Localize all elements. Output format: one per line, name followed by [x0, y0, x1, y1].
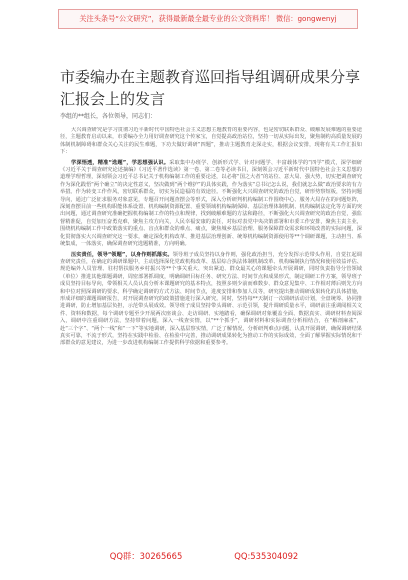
promo-banner-text: 关注头条号“公文研究”，获得最新最全最专业的公文资料库！ 微信：gongwenyj	[79, 14, 337, 23]
salutation: 李组的**组长，各位领导，同志们：	[60, 113, 157, 120]
paragraph-text: 大兴调查研究是学习贯彻习近平新时代中国特色社会主义思想主题教育的重要内容，也是密切联系群众、破解发展难题的重要途径，主题教育启动以来，市委编办全力用好调查研究这个传家宝，自觉提高政治站位，坚持一切从实际出发，聚焦制约高质量发展的体制机制障碍和群众关心关注的民生难题，下功夫做好调研“四题”，推动主题教育走深走实，根据会议安排，现将有关工作汇报如下：	[60, 127, 362, 156]
paragraph-lead: 学深悟透，精准“选题”，学思想强认识。	[71, 159, 170, 166]
qq-number: QQ:535304092	[234, 551, 299, 561]
paragraph-lead: 压实责任，领导“领题”，以身作则抓落实。	[71, 251, 173, 258]
promo-banner	[58, 9, 358, 29]
paragraph-text: 采取集中办班学、创新形式学、针对问题学、丰富载体学的“四学”模式，深学细研《习近平关于调查研究论述摘编》《习近平著作选读》第一卷、第二卷等必读书目，深刻领会习近平新时代中国特色社会主义思想的道理学理哲理，深刻领会习近平总书记关于机构编制工作的重要论述，以必将“国之大者”的站位、意大局、强大势，切实把调查研究作为深化践悟“两个确立”的决定性意义，坚决做到“两个维护”的具体实践，作为落实“总书记怎么说，我们就怎么做”政治要求的有力举措。作为转变工作作风，密切联系群众，切实为民造福的有效途径。不断强化大兴调查研究的政治自觉，研形势察短板，坚持问题导向，通过广泛征求服务对象意见，专题召开问题查摆会等形式，深入分析研判机构编制工作围绕中心、服务大局存在的问题矩阵，深刻查摆目前一些机构职能体系设置、机构编制资源配置、重要领域机构编制保障、基层治理体制机制、机构编制法定化等方面的突出问题，通过调查研究准确把握机构编制工作的特点和规律，找到破解难题的方法和路径，不断强化大兴调查研究的政治自觉，强监督精准促，自觉加压奋勇克难，聚焦主攻方向关，人民幸福安康的责任，对标对表党中央决策部署和市委工作安排，聚焦主责主业，围绕机构编制工作中政策落实的重点、盲点和群众的难点、痛点，聚焦城乡基层治理、服务保障群众需求和环境改善的实际问题，深化贯彻落实大兴调查研究这一要求，确定深化机构改革、推进基层治理创新、统筹机构编制资源使用等**个调研课题，主动担当、系统集成，一体落实，确保调查研究选题精准，方向明确。	[60, 159, 362, 248]
paragraph-text: 领导班子成员坚持以身作则，强化政治担当，充分发挥示范带头作用，自觉扛起调查研究责任，在确定的调研课题中，主动选择深化党政机构改革、基层综合执法体制机制改革、机构编制执行情况和使用效益评估、规范编外人员管理、驻村帮扶服务乡村振兴等**个事关重大、突出紧迫、群众最关心的课题牵头开展调研，同时负责指导分管领域（单位）推进其他课题调研，周密部署抓调度，明确调研目标任务、研究方法、时间节点和成果形式，制定调研工作方案，领导班子成员坚持目标导向，带领相关人员认真分析本课题研究的基本特点，按照多则少前而难数步、群众意见集中、工作相对薄后则先方向和中位对照深调研的要求，科学确定调研的方式方法、时间节点，进度安排和参加人员等，研究提出推动调研成果转化的具体措施，形成详细的课题调研报告，对开展调查研究的政策措施进行深入研究。同时，坚持每**天制订一次调研活动计划，全盘统筹、协同推进调研，防止增加基层负担，示范带头展成效。领导班子成员坚持带头调研、示范引领，提升调研质量水平，调研前注重调阅相关文件、资料和数据，每个调研专题至少开展两次座谈会、走访调研、实地踏看，确保调研对象覆盖全面、数据真实、调研材料查阅深入，调研中注重调研方法，坚持带着问题，深入一线查实情，以“**个抓手”，调研材料和实际调查分析相结合，在“解剖麻雀”，赴“三个字”、“两个一线”和“一下”等实地调研，深入基层察实情，广泛了解情况，分析研判难点问题，认真开展调研，确保调研结果真实可靠，不流于形式，坚持在实践中检验、在检验中完善，推动调研成果转化为推动工作的实际成效，全面了解掌握实际情况和干部群众的意见建议，为进一步改进机构编制工作提供科学依据和重要参考。	[60, 251, 362, 347]
document-title: 市委编办在主题教育巡回指导组调研成果分享汇报会上的发言	[60, 68, 361, 108]
paragraph-responsibility	[60, 252, 362, 348]
document-body	[60, 127, 362, 547]
paragraph-intro	[60, 127, 362, 157]
contact-footer	[0, 548, 408, 564]
qq-group-number: QQ群：30265665	[109, 551, 183, 561]
paragraph-study	[60, 160, 362, 249]
